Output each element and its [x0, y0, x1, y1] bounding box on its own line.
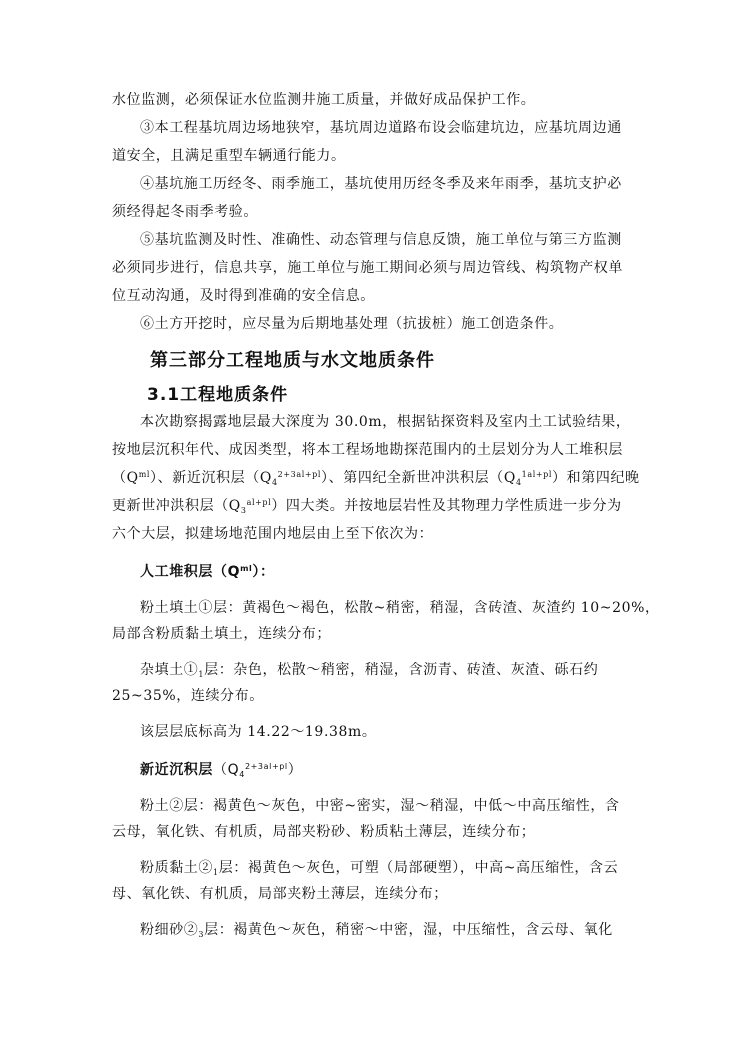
- fill-layer-heading: 人工堆积层$(Q^{ml})$：: [140, 564, 275, 580]
- fill-layer-line: 该层层底标高为 14.22～19.38m。: [140, 724, 377, 740]
- recent-layer-line: 云母，氧化铁、有机质，局部夹粉砂、粉质粘土薄层，连续分布；: [112, 824, 536, 840]
- recent-layer-heading: 新近沉积层$(Q_4^{2+3al+pl})$: [140, 762, 303, 779]
- recent-layer-line: 母、氧化铁、有机质，局部夹粉土薄层，连续分布；: [112, 886, 448, 902]
- recent-layer-line: 粉质黏土$②_1$层：褐黄色～灰色，可塑（局部硬塑），中高~高压缩性，含云: [140, 860, 619, 877]
- paragraph-line: ③本工程基坑周边场地狭窄，基坑周边道路布设会临建坑边，应基坑周边通: [140, 120, 622, 136]
- fill-layer-line: 粉土填土①层：黄褐色～褐色，松散~稍密，稍湿，含砖渣、灰渣约 10~20%，: [140, 600, 660, 616]
- paragraph-line: ⑤基坑监测及时性、准确性、动态管理与信息反馈，施工单位与第三方监测: [140, 232, 622, 248]
- intro-line: 本次勘察揭露地层最大深度为 30.0m，根据钻探资料及室内土工试验结果，: [140, 414, 631, 430]
- fill-layer-line: 25~35%，连续分布。: [112, 688, 264, 704]
- intro-line: 更新世冲洪积层$(Q_3^{al+pl})$四大类。并按地层岩性及其物理力学性质进一步分为: [112, 498, 622, 515]
- paragraph-line: ⑥土方开挖时，应尽量为后期地基处理（抗拔桩）施工创造条件。: [140, 316, 564, 332]
- intro-line: 六个大层，拟建场地范围内地层由上至下依次为：: [112, 526, 434, 542]
- paragraph-line: 位互动沟通，及时得到准确的安全信息。: [112, 288, 375, 304]
- intro-line: $(Q^{ml})$、新近沉积层$(Q_4^{2+3al+pl})$、第四纪全新世冲洪积层$(Q_4^{1al+pl})$和第四纪晚: [112, 470, 640, 487]
- fill-layer-line: 杂填土$①_1$层：杂色，松散～稍密，稍湿，含沥青、砖渣、灰渣、砾石约: [140, 662, 599, 679]
- paragraph-line: 必须同步进行，信息共享，施工单位与施工期间必须与周边管线、构筑物产权单: [112, 260, 623, 276]
- fill-layer-line: 局部含粉质黏土填土，连续分布；: [112, 626, 331, 642]
- paragraph-line: 须经得起冬雨季考验。: [112, 204, 258, 220]
- section-heading-part3: 第三部分工程地质与水文地质条件: [150, 350, 435, 371]
- paragraph-line: ④基坑施工历经冬、雨季施工，基坑使用历经冬季及来年雨季，基坑支护必: [140, 176, 622, 192]
- paragraph-line: 水位监测，必须保证水位监测井施工质量，并做好成品保护工作。: [112, 92, 536, 108]
- recent-layer-line: 粉土②层：褐黄色～灰色，中密~密实，湿～稍湿，中低～中高压缩性，含: [140, 798, 620, 814]
- paragraph-line: 道安全，且满足重型车辆通行能力。: [112, 148, 346, 164]
- intro-line: 按地层沉积年代、成因类型，将本工程场地勘探范围内的土层划分为人工堆积层: [112, 442, 623, 458]
- subsection-heading-3-1: 3.1工程地质条件: [147, 385, 289, 405]
- recent-layer-line: 粉细砂$②_3$层：褐黄色～灰色，稍密～中密，湿，中压缩性，含云母、氧化: [140, 922, 613, 939]
